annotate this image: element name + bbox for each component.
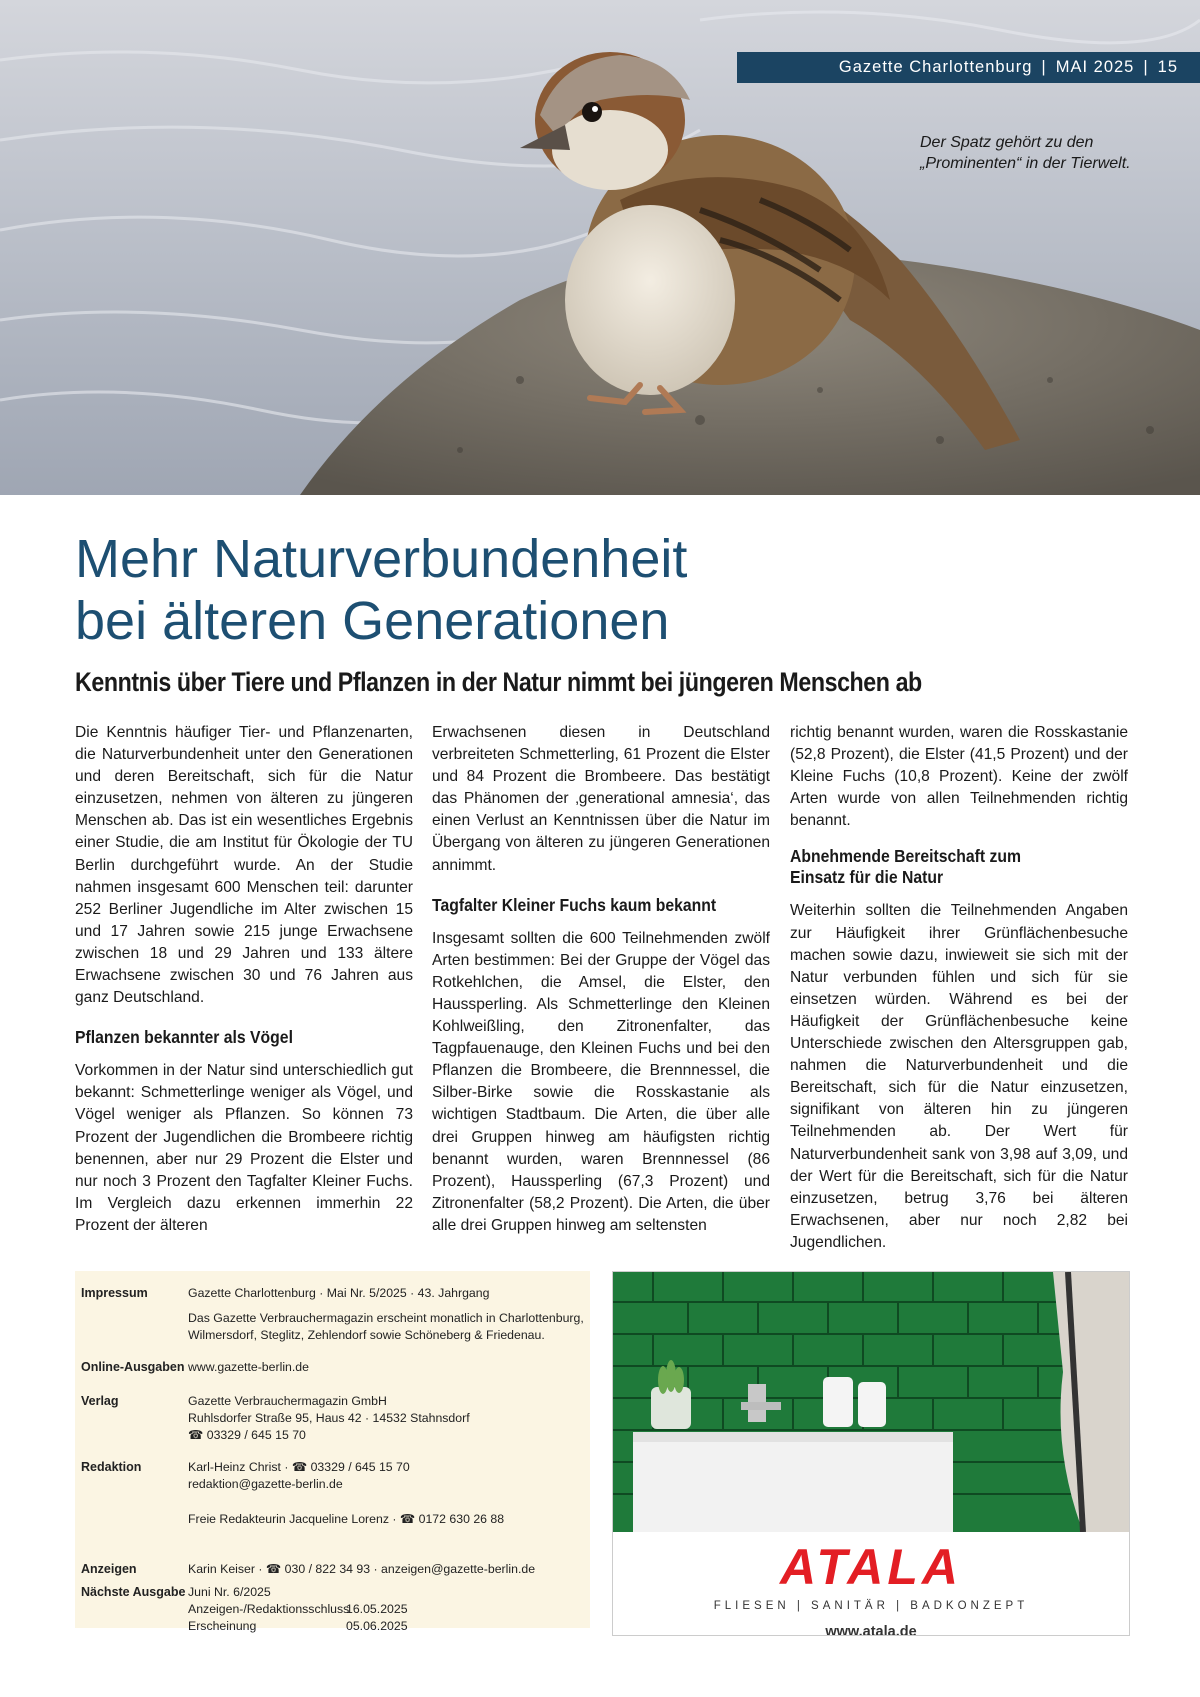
deadline-label: Anzeigen-/Redaktionsschluss — [188, 1602, 350, 1616]
redaktion-text — [188, 1459, 504, 1528]
paragraph: Weiterhin sollten die Teilnehmenden Angaben zur Häufigkeit ihrer Grünflächenbesuche machen sowie dazu, inwieweit sie sich mit der Natur verbunden fühlen und sich für sie einsetzen würden. Während es bei der Häufigkeit der Grünflächenbesuche keine Unterschiede zwischen den Altersgruppen gab, nahmen die Naturverbundenheit und die Bereitschaft, sich für die Natur einzusetzen, signifikant von älteren hin zu jüngeren Teilnehmenden ab. Der Wert für Naturverbundenheit sank von 3,98 auf 3,09, und der Wert für die Bereitschaft, sich für die Natur einzusetzen, betrug 3,76 bei älteren Erwachsenen, aber nur noch 2,82 bei Jugendlichen. — [790, 902, 1128, 1251]
publication-label: Erscheinung — [188, 1619, 257, 1633]
atala-tagline: FLIESEN | SANITÄR | BADKONZEPT — [713, 1600, 1029, 1612]
verlag-line: Gazette Verbrauchermagazin GmbH — [188, 1394, 387, 1408]
redaktion-line: Karl-Heinz Christ · ☎ 03329 / 645 15 70 — [188, 1460, 410, 1474]
section-heading — [790, 846, 1094, 888]
impressum-line: Gazette Charlottenburg · Mai Nr. 5/2025 · 43. Jahrgang — [188, 1286, 490, 1300]
atala-advertisement[interactable] — [612, 1271, 1130, 1636]
header-separator: | — [1041, 58, 1047, 76]
impressum-text — [188, 1285, 584, 1344]
section-heading: Pflanzen bekannter als Vögel — [75, 1027, 293, 1048]
redaktion-line: Freie Redakteurin Jacqueline Lorenz · ☎ 0172 630 26 88 — [188, 1512, 505, 1526]
redaktion-row — [81, 1459, 504, 1528]
publication-value: 05.06.2025 — [346, 1619, 408, 1633]
redaktion-email[interactable]: redaktion@gazette-berlin.de — [188, 1477, 343, 1491]
publication-row — [188, 1618, 408, 1635]
hero-photo-sparrow — [0, 0, 1200, 495]
impressum-line: Das Gazette Verbrauchermagazin erscheint monatlich in Charlottenburg, — [188, 1311, 584, 1325]
publication-name: Gazette Charlottenburg — [838, 58, 1033, 76]
online-value[interactable]: www.gazette-berlin.de — [188, 1360, 309, 1374]
atala-url[interactable]: www.atala.de — [825, 1624, 917, 1636]
headline-line: Mehr Naturverbundenheit — [75, 529, 688, 589]
heading-line: Einsatz für die Natur — [790, 867, 944, 888]
redaktion-label: Redaktion — [81, 1460, 142, 1474]
impressum-box — [75, 1271, 590, 1633]
paragraph: Insgesamt sollten die 600 Teilnehmenden zwölf Arten bestimmen: Bei der Gruppe der Vögel das Rotkehlchen, die Amsel, die Elster, den Haussperling. Als Schmetterlinge den Kleinen Kohlweißling, den Zitronenfalter, das Tagpfauenauge, den Kleinen Fuchs und bei den Pflanzen die Brombeere, die Brennnessel, die Silber-Birke sowie die Rosskastanie als wichtigen Stadtbaum. Die Arten, die über alle drei Gruppen hinweg am häufigsten richtig benannt wurden, waren Brennnessel (86 Prozent), Haussperling (67,3 Prozent) und Zitronenfalter (58,2 Prozent). Die Arten, die über alle drei Gruppen hinweg am seltensten — [432, 929, 770, 1234]
page-header-bar — [737, 52, 1200, 83]
verlag-line: Ruhlsdorfer Straße 95, Haus 42 · 14532 Stahnsdorf — [188, 1411, 470, 1425]
verlag-line: ☎ 03329 / 645 15 70 — [188, 1428, 306, 1442]
anzeigen-value: Karin Keiser · ☎ 030 / 822 34 93 · anzeigen@gazette-berlin.de — [188, 1562, 536, 1576]
impressum-line: Wilmersdorf, Steglitz, Zehlendorf sowie Schöneberg & Friedenau. — [188, 1328, 545, 1342]
image-caption — [920, 132, 1160, 174]
atala-logo-block — [613, 1540, 1129, 1636]
caption-line: Der Spatz gehört zu den — [920, 134, 1094, 151]
header-separator: | — [1143, 58, 1149, 76]
section-heading: Tagfalter Kleiner Fuchs kaum bekannt — [432, 894, 717, 915]
impressum-label: Impressum — [81, 1286, 148, 1300]
deadline-row — [188, 1601, 408, 1618]
article-column-1 — [75, 722, 413, 1237]
article-headline — [75, 528, 1135, 652]
headline-line: bei älteren Generationen — [75, 591, 670, 651]
paragraph: Die Kenntnis häufiger Tier- und Pflanzenarten, die Naturverbundenheit unter den Generationen und deren Bereitschaft, sich für die Natur einzusetzen, nehmen von älteren zu jüngeren Menschen ab. Das ist ein wesentliches Ergebnis einer Studie, die am Institut für Ökologie der TU Berlin durchgeführt wurde. An der Studie nahmen insgesamt 600 Menschen teil: darunter 252 Berliner Jugendliche im Alter zwischen 15 und 17 Jahren sowie 215 junge Erwachsene zwischen 18 und 29 Jahren und 133 ältere Erwachsene zwischen 30 und 76 Jahren aus ganz Deutschland. — [75, 724, 413, 1007]
next-issue-text — [188, 1584, 408, 1635]
verlag-row — [81, 1393, 470, 1444]
page-number: 15 — [1157, 58, 1178, 76]
paragraph: Vorkommen in der Natur sind unterschiedlich gut bekannt: Schmetterlinge weniger als Vögel, und Vögel weniger als Pflanzen. So können 73 Prozent der Jugendlichen die Brombeere richtig benennen, aber nur 29 Prozent die Elster und nur noch 3 Prozent den Tagfalter Kleiner Fuchs. Im Vergleich dazu erkennen immerhin 22 Prozent der älteren — [75, 1062, 413, 1234]
issue-date: MAI 2025 — [1055, 58, 1135, 76]
atala-brand-logo: ATALA — [780, 1539, 962, 1595]
next-issue-label: Nächste Ausgabe — [81, 1585, 186, 1599]
article-column-3 — [790, 722, 1128, 1254]
impressum-row — [81, 1285, 584, 1344]
paragraph: richtig benannt wurden, waren die Rosskastanie (52,8 Prozent), die Elster (41,5 Prozent) und der Kleine Fuchs (10,8 Prozent). Keine der zwölf Arten wurde von allen Teilnehmenden richtig benannt. — [790, 724, 1128, 830]
bathroom-photo — [613, 1272, 1129, 1532]
article-subheadline: Kenntnis über Tiere und Pflanzen in der Natur nimmt bei jüngeren Menschen ab — [75, 667, 922, 697]
anzeigen-row — [81, 1561, 535, 1578]
online-label: Online-Ausgaben — [81, 1360, 185, 1374]
paragraph: Erwachsenen diesen in Deutschland verbreiteten Schmetterling, 61 Prozent die Elster und 84 Prozent die Brombeere. Das bestätigt das Phänomen der ‚generational amnesia‘, das einen Verlust an Kenntnissen über die Natur im Übergang von älteren zu jüngeren Generationen annimmt. — [432, 724, 770, 874]
verlag-text — [188, 1393, 470, 1444]
verlag-label: Verlag — [81, 1394, 119, 1408]
deadline-value: 16.05.2025 — [346, 1602, 408, 1616]
next-issue-row — [81, 1584, 408, 1635]
heading-line: Abnehmende Bereitschaft zum — [790, 846, 1022, 867]
online-row — [81, 1359, 309, 1376]
article-column-2 — [432, 722, 770, 1237]
anzeigen-label: Anzeigen — [81, 1562, 137, 1576]
caption-line: „Prominenten“ in der Tierwelt. — [920, 155, 1131, 172]
next-issue-line: Juni Nr. 6/2025 — [188, 1585, 271, 1599]
